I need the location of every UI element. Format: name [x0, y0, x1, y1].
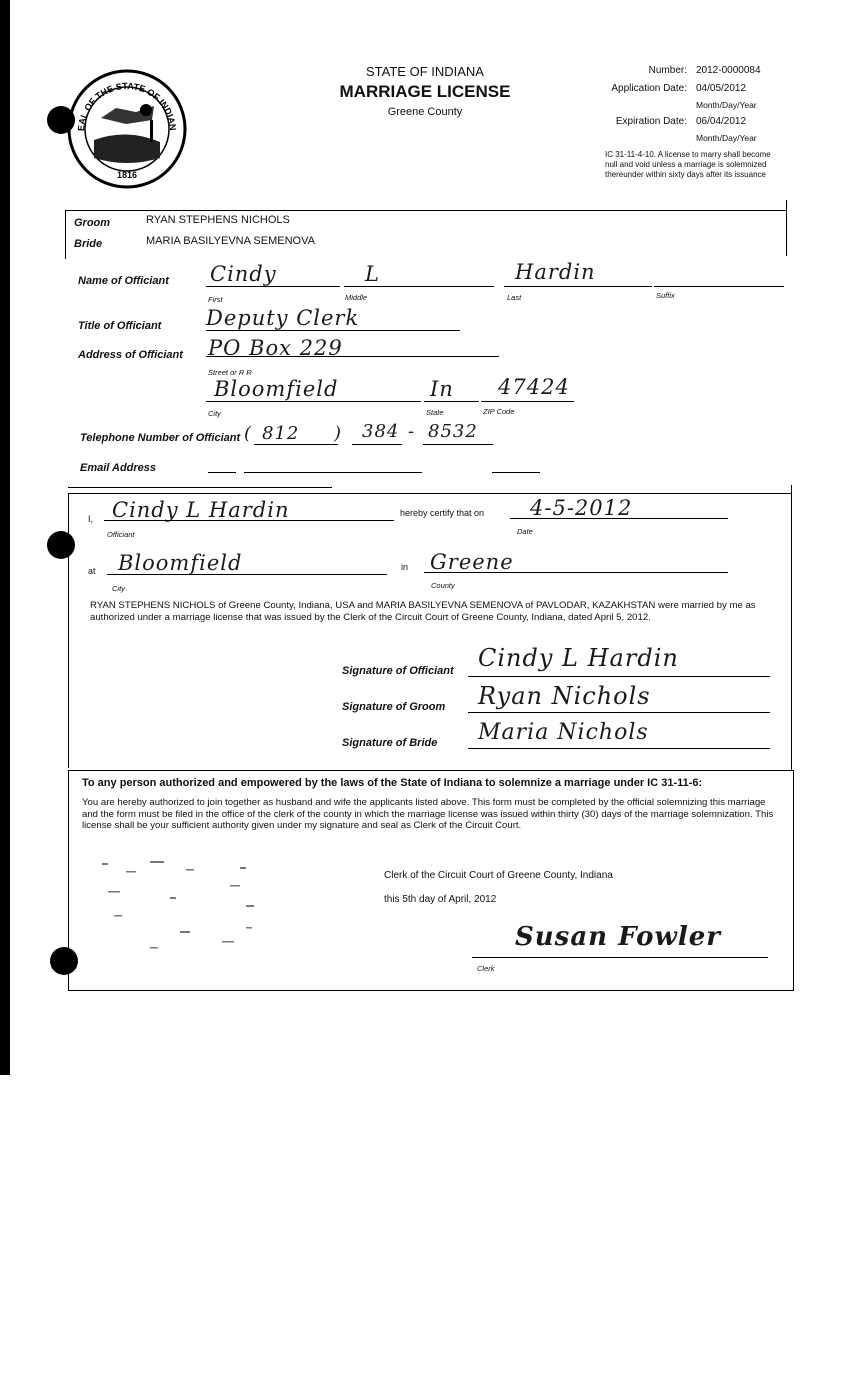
expiration-date-label: Expiration Date: [615, 116, 687, 127]
license-number: 2012-0000084 [696, 65, 761, 76]
phone-dash: - [408, 421, 416, 442]
authorization-statement: You are hereby authorized to join together as husband and wife the applicants listed above. This form must be completed by the official solemnizing this marriage and the form must be filed in the office of the clerk of the county in which the marriage license was issued within thirty (30) days of the marriage solemnization. This license shall be your sufficient authority given under my signature and seal as Clerk of the Circuit Court. [82, 797, 774, 831]
officiant-caption: Officiant [107, 530, 135, 539]
clerk-signature: Susan Fowler [515, 922, 721, 952]
svg-text:SEAL OF THE STATE OF INDIANA: EAL OF THE STATE OF INDIAN [75, 80, 179, 132]
zip-caption: ZIP Code [483, 407, 515, 416]
officiant-phone-line: 8532 [428, 421, 478, 442]
bride-label: Bride [74, 238, 103, 250]
marriage-date: 4-5-2012 [530, 496, 633, 520]
officiant-address-label: Address of Officiant [78, 349, 183, 361]
bride-signature: Maria Nichols [478, 720, 649, 745]
document-state: STATE OF INDIANA [366, 64, 484, 79]
marriage-city: Bloomfield [118, 551, 243, 575]
bride-signature-label: Signature of Bride [342, 737, 438, 749]
parties-box-right-rule [786, 200, 787, 256]
officiant-phone-area: 812 [262, 423, 300, 444]
certification-statement: RYAN STEPHENS NICHOLS of Greene County, Indiana, USA and MARIA BASILYEVNA SEMENOVA of PAVLODAR, KAZAKHSTAN were married by me as authorized under a marriage license that was issued by the Clerk of the Circuit Court of Greene County, Indiana, dated April 5, 2012. [90, 600, 756, 623]
clerk-of-court: Clerk of the Circuit Court of Greene County, Indiana [384, 870, 613, 881]
clerk-caption: Clerk [477, 964, 495, 973]
officiant-email-label: Email Address [80, 462, 157, 474]
officiant-name-label: Name of Officiant [78, 275, 169, 287]
bride-name: MARIA BASILYEVNA SEMENOVA [146, 235, 315, 247]
certifying-officiant: Cindy L Hardin [112, 498, 290, 522]
city-caption-cert: City [112, 584, 125, 593]
officiant-first-name: Cindy [210, 262, 277, 286]
certify-in-label: in [401, 562, 409, 572]
clerk-seal-impression [90, 855, 270, 965]
number-label: Number: [648, 65, 687, 76]
county-caption: County [431, 581, 455, 590]
parties-box-top-rule [520, 210, 786, 211]
officiant-state: In [430, 377, 454, 401]
authorization-date: this 5th day of April, 2012 [384, 894, 497, 905]
phone-close-paren: ) [334, 423, 343, 444]
officiant-title: Deputy Clerk [206, 306, 360, 330]
certify-at-label: at [88, 566, 96, 576]
officiant-city: Bloomfield [214, 377, 339, 401]
svg-text:1816: 1816 [116, 170, 138, 180]
state-seal [66, 68, 188, 190]
expiration-date-format: Month/Day/Year [696, 133, 757, 143]
application-date: 04/05/2012 [696, 83, 747, 94]
license-validity-note: IC 31-11-4-10. A license to marry shall become null and void unless a marriage is solemnized thereunder within sixty days after its issuance [605, 150, 771, 179]
document-title: MARRIAGE LICENSE [339, 82, 511, 101]
groom-signature: Ryan Nichols [478, 682, 651, 710]
officiant-zip: 47424 [498, 375, 570, 399]
punch-hole [50, 947, 78, 975]
punch-hole [47, 531, 75, 559]
officiant-phone-label: Telephone Number of Officiant [80, 432, 241, 444]
certify-i-label: I, [88, 514, 94, 524]
city-caption: City [208, 409, 221, 418]
groom-label: Groom [74, 217, 111, 229]
officiant-middle-initial: L [365, 262, 380, 286]
last-caption: Last [507, 293, 522, 302]
certify-text: hereby certify that on [400, 508, 485, 518]
document-county: Greene County [387, 106, 463, 118]
marriage-county: Greene [430, 550, 514, 574]
application-date-label: Application Date: [611, 83, 687, 94]
officiant-signature-label: Signature of Officiant [342, 665, 454, 677]
first-caption: First [208, 295, 223, 304]
authorization-heading: To any person authorized and empowered by the laws of the State of Indiana to solemnize a marriage under IC 31-11-6: [82, 777, 703, 789]
officiant-last-name: Hardin [515, 260, 596, 284]
state-caption: State [426, 408, 444, 417]
officiant-phone-prefix: 384 [362, 421, 400, 442]
application-date-format: Month/Day/Year [696, 100, 757, 110]
phone-open-paren: ( [244, 423, 253, 444]
groom-signature-label: Signature of Groom [342, 701, 446, 713]
officiant-title-label: Title of Officiant [78, 320, 162, 332]
scan-edge-line [0, 0, 10, 1075]
middle-caption: Middle [345, 293, 368, 302]
groom-name: RYAN STEPHENS NICHOLS [146, 214, 290, 226]
street-caption: Street or R R [208, 368, 252, 377]
officiant-signature: Cindy L Hardin [478, 644, 679, 672]
suffix-caption: Suffix [656, 291, 675, 300]
date-caption: Date [517, 527, 533, 536]
officiant-street: PO Box 229 [208, 336, 343, 360]
expiration-date: 06/04/2012 [696, 116, 747, 127]
